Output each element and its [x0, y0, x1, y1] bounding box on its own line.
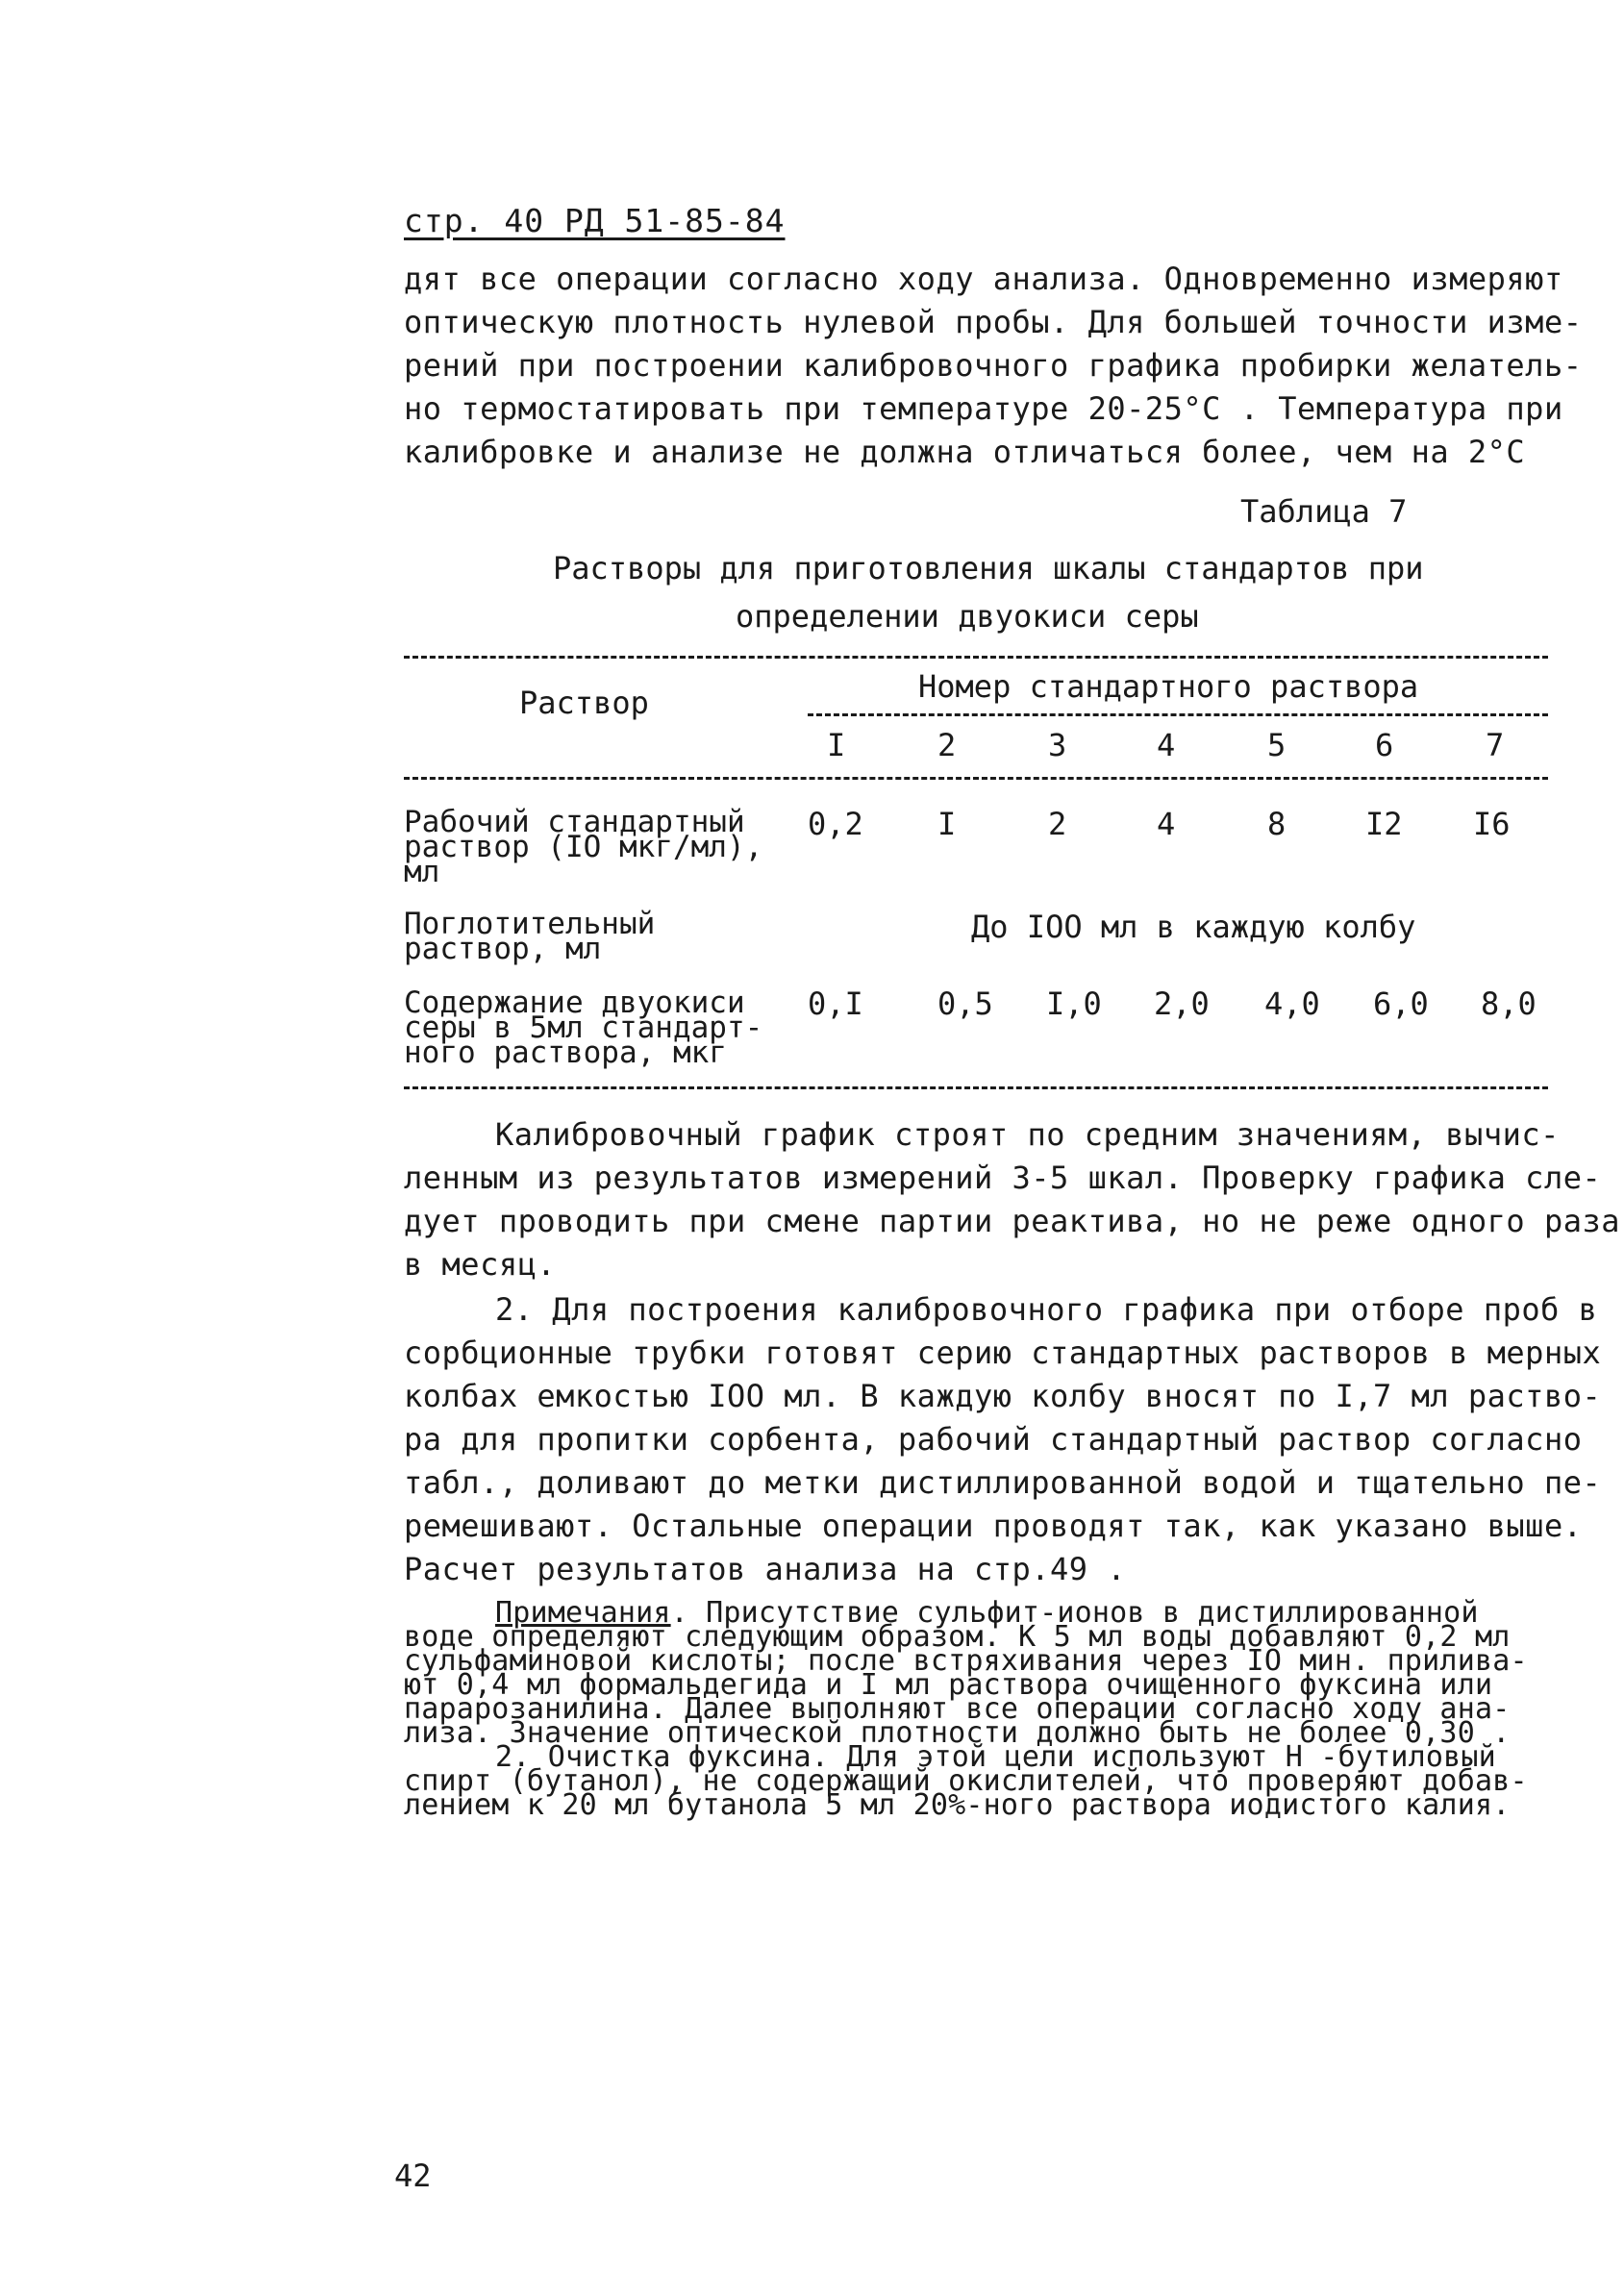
row-label-line: мл [404, 855, 440, 889]
text-line: дят все операции согласно ходу анализа. Одновременно измеряют [404, 261, 1563, 297]
table-col-number: 2 [937, 727, 957, 763]
notes-block [404, 1596, 1558, 1822]
table-col-number: 5 [1267, 727, 1287, 763]
table-cell: 2 [1048, 806, 1067, 842]
text-line: Калибровочный график строят по средним значениям, вычис- [495, 1116, 1560, 1153]
text-line: колбах емкостью IOO мл. В каждую колбу вносят по I,7 мл раство- [404, 1378, 1602, 1414]
intro-paragraph [404, 258, 1583, 474]
table-col-number: 3 [1048, 727, 1067, 763]
table-label: Таблица 7 [1240, 493, 1408, 530]
table-cell: 8,0 [1481, 985, 1537, 1022]
note-line: парарозанилина. Далее выполняют все операции согласно ходу ана- [404, 1692, 1511, 1726]
text-line: 2. Для построения калибровочного графика при отборе проб в [495, 1291, 1598, 1328]
text-line: в месяц. [404, 1246, 557, 1283]
row-label-line: Поглотительный [404, 907, 656, 941]
notes-heading: Примечания [495, 1596, 671, 1630]
table-col-number: 6 [1375, 727, 1394, 763]
table-col-number: 7 [1486, 727, 1505, 763]
row-label-line: Содержание двуокиси [404, 985, 745, 1020]
table-cell: I2 [1365, 806, 1403, 842]
table-cell: 0,5 [937, 985, 993, 1022]
text-line: Расчет результатов анализа на стр.49 . [404, 1551, 1127, 1587]
table-rule-top [404, 656, 1548, 659]
row-label-line: раствор, мл [404, 932, 602, 966]
table-cell: I,0 [1046, 985, 1102, 1022]
note-line: спирт (бутанол), не содержащий окислителей, что проверяют добав- [404, 1764, 1528, 1798]
paragraph [404, 1113, 1620, 1286]
note-line: 2. Очистка фуксина. Для этой цели используют H -бутиловый [495, 1740, 1496, 1774]
row-label-line: Рабочий стандартный [404, 805, 745, 839]
note-line: лением к 20 мл бутанола 5 мл 20%-ного раствора иодистого калия. [404, 1788, 1511, 1822]
table-cell: 2,0 [1154, 985, 1210, 1022]
table-cell: 4,0 [1264, 985, 1320, 1022]
table-rule-header [404, 777, 1548, 780]
text-line: табл., доливают до метки дистиллированной водой и тщательно пе- [404, 1464, 1602, 1501]
text-line: сорбционные трубки готовят серию стандартных растворов в мерных [404, 1335, 1602, 1371]
table-cell: I [937, 806, 957, 842]
table-header-solution: Раствор [519, 685, 649, 721]
note-line: сульфаминовой кислоты; после встряхивания через IO мин. прилива- [404, 1644, 1528, 1678]
table-cell: 4 [1157, 806, 1176, 842]
table-cell: I6 [1473, 806, 1511, 842]
table-cell: 0,I [808, 985, 863, 1022]
page-number: 42 [394, 2158, 432, 2194]
table-col-number: I [827, 727, 846, 763]
note-line: ют 0,4 мл формальдегида и I мл раствора очищенного фуксина или [404, 1668, 1493, 1702]
row-label-line: ного раствора, мкг [404, 1035, 727, 1070]
document-page [394, 0, 1620, 2295]
text-line: ленным из результатов измерений 3-5 шкал. Проверку графика сле- [404, 1160, 1602, 1196]
table-rule-subheader [808, 713, 1548, 716]
table-col-number: 4 [1157, 727, 1176, 763]
text-line: рений при построении калибровочного графика пробирки желатель- [404, 347, 1583, 384]
row-label-line: раствор (IO мкг/мл), [404, 830, 763, 864]
text-line: дует проводить при смене партии реактива, но не реже одного раза [404, 1203, 1620, 1239]
text-line: оптическую плотность нулевой пробы. Для большей точности изме- [404, 304, 1583, 340]
table-cell: 8 [1267, 806, 1287, 842]
table-header-group: Номер стандартного раствора [918, 668, 1419, 705]
row-label-line: серы в 5мл стандарт- [404, 1010, 763, 1045]
table-rule-bottom [404, 1086, 1548, 1089]
text-line: но термостатировать при температуре 20-25°C . Температура при [404, 390, 1563, 427]
text-line: ра для пропитки сорбента, рабочий стандартный раствор согласно [404, 1421, 1583, 1458]
table-cell-span: До IOO мл в каждую колбу [971, 909, 1416, 945]
note-line: лиза. Значение оптической плотности должно быть не более 0,30 . [404, 1716, 1511, 1750]
table-title-line: Растворы для приготовления шкалы стандартов при [553, 550, 1424, 586]
table-cell: 6,0 [1373, 985, 1429, 1022]
table-row-label [404, 985, 763, 1070]
table-cell: 0,2 [808, 806, 863, 842]
text-line: калибровке и анализе не должна отличаться более, чем на 2°C [404, 434, 1526, 470]
text-line: ремешивают. Остальные операции проводят так, как указано выше. [404, 1508, 1583, 1544]
paragraph [404, 1288, 1602, 1591]
note-text: . Присутствие сульфит-ионов в дистиллированной [670, 1596, 1479, 1630]
table-title-line: определении двуокиси серы [736, 598, 1199, 635]
page-header: стр. 40 РД 51-85-84 [404, 202, 786, 239]
table-row-label [404, 907, 656, 966]
table-row-label [404, 805, 763, 889]
note-line: воде определяют следующим образом. К 5 мл воды добавляют 0,2 мл [404, 1620, 1511, 1654]
